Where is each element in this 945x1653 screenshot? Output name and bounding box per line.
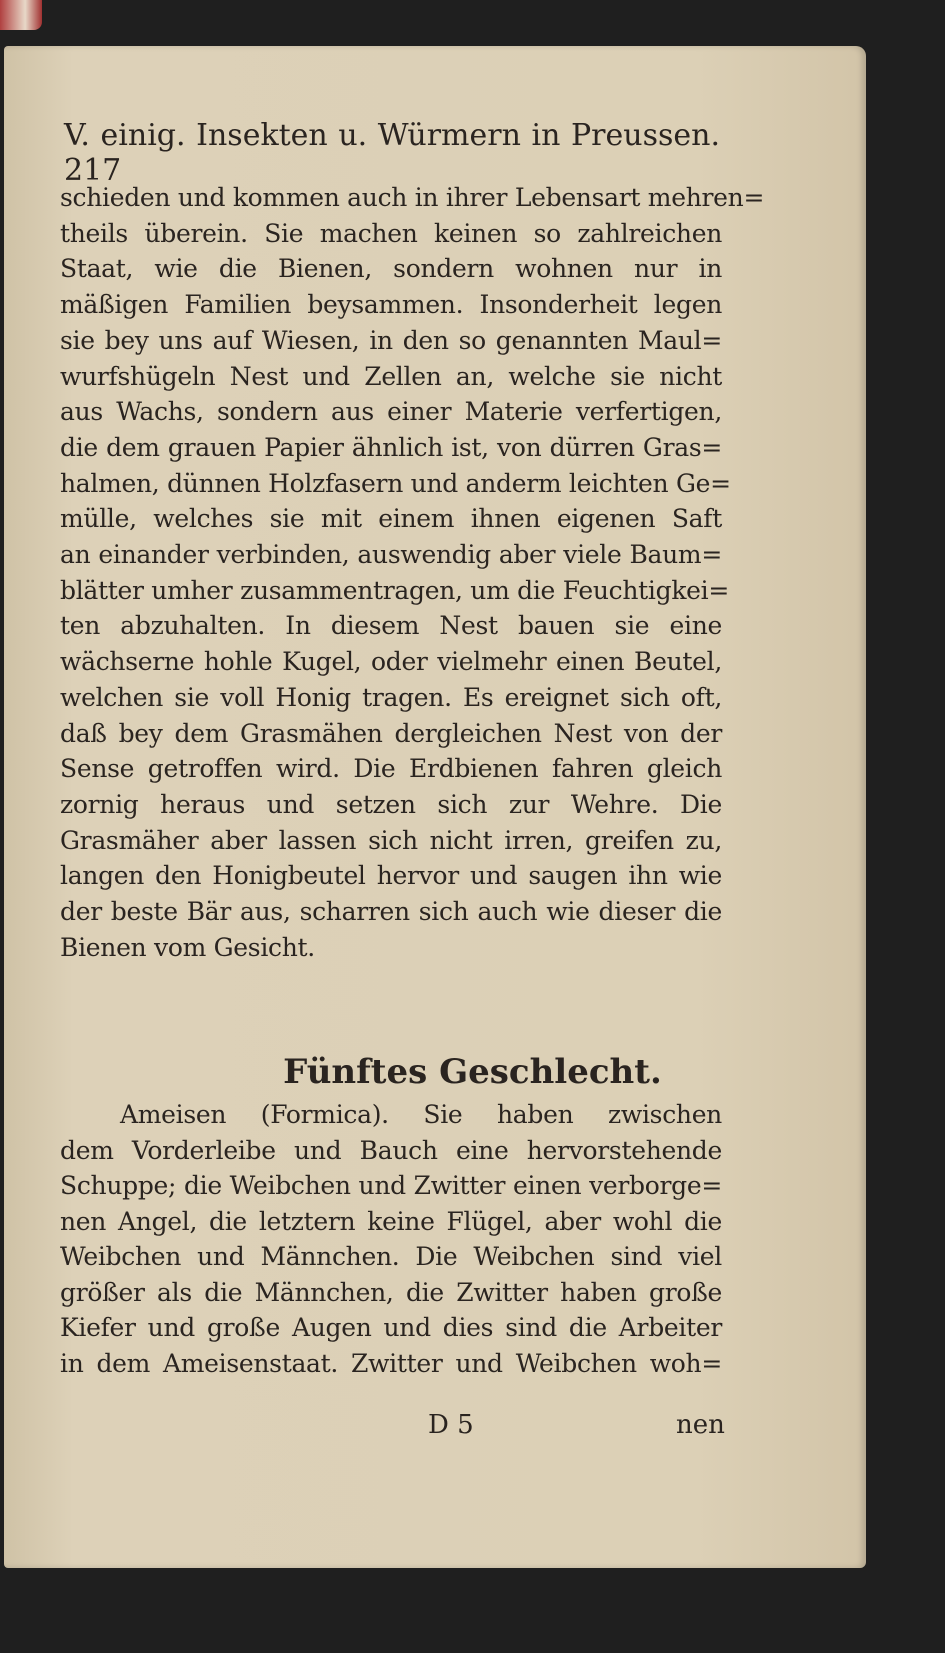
text-line: ten abzuhalten. In diesem Nest bauen sie eine: [60, 611, 722, 641]
text-line: zornig heraus und setzen sich zur Wehre. Die: [60, 789, 722, 819]
bookmark-ribbon: [0, 0, 42, 30]
text-line: Grasmäher aber lassen sich nicht irren, greifen zu,: [60, 825, 722, 855]
text-line: dem Vorderleibe und Bauch eine hervorstehende: [60, 1135, 722, 1165]
text-line: mäßigen Familien beysammen. Insonderheit legen: [60, 290, 722, 320]
text-line: Schuppe; die Weibchen und Zwitter einen verborge=: [60, 1171, 722, 1200]
text-line: daß bey dem Grasmähen dergleichen Nest von der: [60, 718, 722, 748]
text-line: der beste Bär aus, scharren sich auch wie dieser die: [60, 897, 722, 926]
text-line: Ameisen (Formica). Sie haben zwischen: [120, 1100, 722, 1129]
text-line: sie bey uns auf Wiesen, in den so genannten Maul=: [60, 325, 722, 355]
text-line: in dem Ameisenstaat. Zwitter und Weibchen woh=: [60, 1348, 722, 1378]
text-line: Kiefer und große Augen und dies sind die Arbeiter: [60, 1313, 722, 1342]
text-line: Bienen vom Gesicht.: [60, 932, 315, 962]
running-header: V. einig. Insekten u. Würmern in Preussen. 217: [64, 118, 720, 188]
text-line: nen Angel, die letztern keine Flügel, aber wohl die: [60, 1206, 722, 1236]
text-line: Sense getroffen wird. Die Erdbienen fahren gleich: [60, 754, 722, 784]
text-line: Staat, wie die Bienen, sondern wohnen nur in: [60, 254, 722, 284]
text-line: schieden und kommen auch in ihrer Lebensart mehren=: [60, 183, 765, 212]
catchword: nen: [676, 1410, 725, 1440]
text-line: mülle, welches sie mit einem ihnen eigenen Saft: [60, 504, 722, 534]
text-line: die dem grauen Papier ähnlich ist, von dürren Gras=: [60, 432, 722, 462]
text-line: welchen sie voll Honig tragen. Es ereignet sich oft,: [60, 682, 722, 712]
text-line: theils überein. Sie machen keinen so zahlreichen: [60, 218, 722, 248]
text-line: wächserne hohle Kugel, oder vielmehr einen Beutel,: [60, 647, 722, 677]
text-line: halmen, dünnen Holzfasern und anderm leichten Ge=: [60, 468, 731, 498]
text-line: langen den Honigbeutel hervor und saugen ihn wie: [60, 861, 722, 891]
text-line: blätter umher zusammentragen, um die Feuchtigkei=: [60, 575, 730, 605]
text-line: wurfshügeln Nest und Zellen an, welche sie nicht: [60, 361, 722, 391]
text-line: aus Wachs, sondern aus einer Materie verfertigen,: [60, 397, 722, 427]
text-line: an einander verbinden, auswendig aber viele Baum=: [60, 540, 722, 569]
section-heading: Fünftes Geschlecht.: [283, 1052, 662, 1092]
text-line: größer als die Männchen, die Zwitter haben große: [60, 1277, 722, 1307]
signature-mark: D 5: [428, 1410, 474, 1440]
text-line: Weibchen und Männchen. Die Weibchen sind viel: [60, 1242, 722, 1271]
